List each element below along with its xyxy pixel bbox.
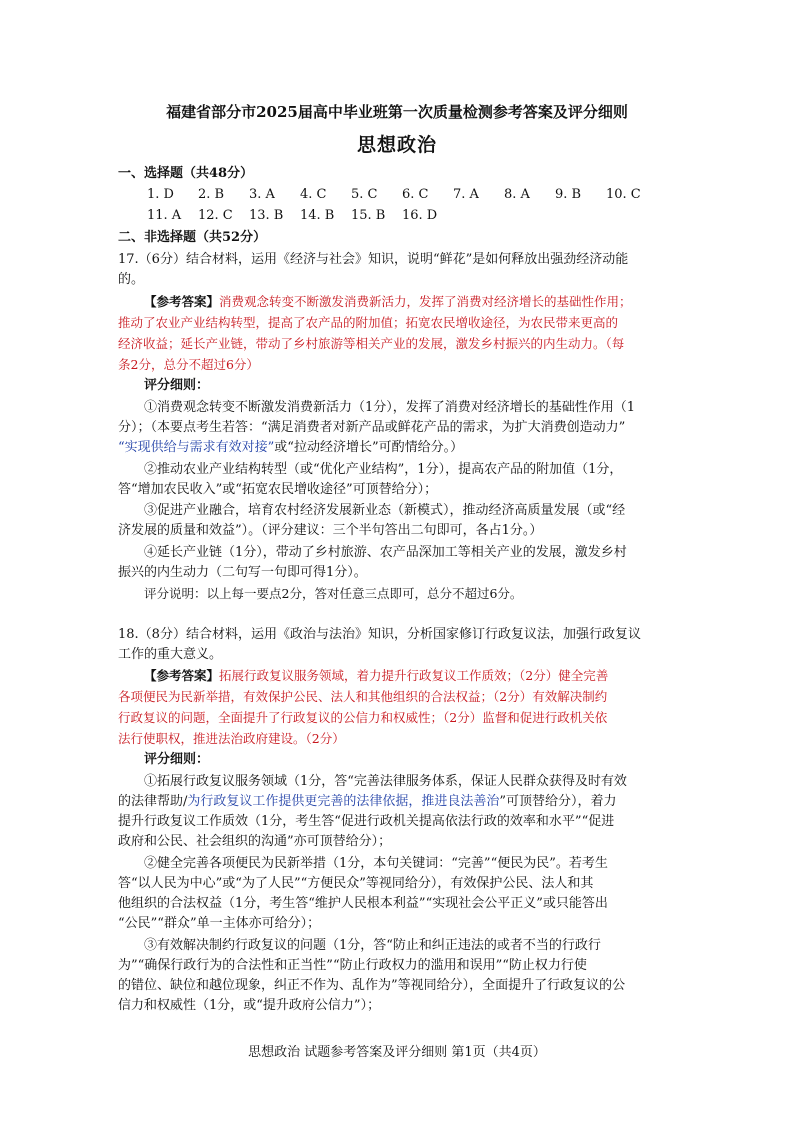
choice-answer: 5. C xyxy=(351,187,378,202)
q18-rubric-item: ②健全完善各项便民为民新举措（1分，本句关键词：“完善”“便民为民”。若考生 xyxy=(144,856,608,871)
q18-rubric-line: 他组织的合法权益（1分，考生答“维护人民根本利益”“实现社会公平正义”或只能答出 xyxy=(118,896,608,911)
choice-answer: 1. D xyxy=(147,187,174,202)
choice-answers-row1 xyxy=(147,187,657,202)
section1-heading: 一、选择题（共48分） xyxy=(118,166,254,181)
q17-answer-line: 推动了农业产业结构转型，提高了农产品的附加值；拓宽农民增收途径，为农民带来更高的 xyxy=(118,315,619,330)
q18-answer-line: 行政复议的问题，全面提升了行政复议的公信力和权威性；（2分）监督和促进行政机关依 xyxy=(118,710,608,725)
q18-answer: 【参考答案】拓展行政复议服务领域，着力提升行政复议工作质效；（2分）健全完善 xyxy=(144,668,609,683)
q17-stem-cont: 的。 xyxy=(118,272,145,287)
q17-answer-line: 经济收益；延长产业链，带动了乡村旅游等相关产业的发展，激发乡村振兴的内生动力。（每 xyxy=(118,336,625,351)
q17-rubric-line: “实现供给与需求有效对接”或“拉动经济增长”可酌情给分。） xyxy=(118,440,464,455)
choice-answer: 11. A xyxy=(147,208,182,223)
choice-answer: 2. B xyxy=(198,187,225,202)
q17-rubric-item: ③促进产业融合，培育农村经济发展新业态（新模式），推动经济高质量发展（或“经 xyxy=(144,503,626,518)
q17-rubric-label: 评分细则： xyxy=(144,378,210,393)
q17-answer-line: 条2分，总分不超过6分） xyxy=(118,357,259,372)
q18-rubric-item: ③有效解决制约行政复议的问题（1分，答“防止和纠正违法的或者不当的行政行 xyxy=(144,938,601,953)
q17-rubric-line: 济发展的质量和效益”）。（评分建议：三个半句答出二句即可，各占1分。） xyxy=(118,523,543,538)
choice-answer: 16. D xyxy=(402,208,438,223)
document-title: 福建省部分市2025届高中毕业班第一次质量检测参考答案及评分细则 xyxy=(166,103,628,121)
q18-rubric-line: 提升行政复议工作质效（1分，考生答“促进行政机关提高依法行政的效率和水平”“促进 xyxy=(118,814,615,829)
q17-answer: 【参考答案】消费观念转变不断激发消费新活力，发挥了消费对经济增长的基础性作用； xyxy=(144,294,632,309)
q17-rubric-line: 分）；（本要点考生若答：“满足消费者对新产品或鲜花产品的需求，为扩大消费创造动力” xyxy=(118,420,626,435)
subject-title: 思想政治 xyxy=(356,134,437,156)
q17-rubric-line: 答“增加农民收入”或“拓宽农民增收途径”可顶替给分）； xyxy=(118,482,438,497)
q17-stem: 17.（6分）结合材料，运用《经济与社会》知识，说明“鲜花”是如何释放出强劲经济动能 xyxy=(118,252,629,267)
q17-scoring-note: 评分说明：以上每一要点2分，答对任意三点即可，总分不超过6分。 xyxy=(144,586,523,601)
q18-rubric-line: 的错位、缺位和越位现象，纠正不作为、乱作为”等视同给分），全面提升了行政复议的公 xyxy=(118,978,626,993)
choice-answer: 7. A xyxy=(453,187,479,202)
choice-answer: 4. C xyxy=(300,187,327,202)
q18-rubric-line: 答“以人民为中心”或“为了人民”“方便民众”等视同给分），有效保护公民、法人和其 xyxy=(118,876,594,891)
choice-answer: 3. A xyxy=(249,187,275,202)
q18-rubric-label: 评分细则： xyxy=(144,752,210,767)
q18-answer-line: 各项便民为民新举措，有效保护公民、法人和其他组织的合法权益；（2分）有效解决制约 xyxy=(118,689,608,704)
choice-answer: 12. C xyxy=(198,208,233,223)
choice-answers-row2 xyxy=(147,208,453,223)
choice-answer: 14. B xyxy=(300,208,335,223)
answer-label: 【参考答案】 xyxy=(144,668,220,683)
choice-answer: 13. B xyxy=(249,208,284,223)
q17-rubric-item: ②推动农业产业结构转型（或“优化产业结构”，1分），提高农产品的附加值（1分， xyxy=(144,462,623,477)
choice-answer: 8. A xyxy=(504,187,530,202)
q18-rubric-line: 政府和公民、社会组织的沟通”亦可顶替给分）； xyxy=(118,834,392,849)
q18-rubric-line: “公民”“群众”单一主体亦可给分）； xyxy=(118,916,321,931)
q17-rubric-item: ①消费观念转变不断激发消费新活力（1分），发挥了消费对经济增长的基础性作用（1 xyxy=(144,400,636,415)
q18-rubric-line: 为”“确保行政行为的合法性和正当性”“防止行政权力的滥用和误用”“防止权力行使 xyxy=(118,958,587,973)
q18-rubric-line: 的法律帮助/为行政复议工作提供更完善的法律依据，推进良法善治”可顶替给分），着力 xyxy=(118,794,617,809)
q18-answer-line: 法行使职权，推进法治政府建设。（2分） xyxy=(118,731,345,746)
q18-stem: 18.（8分）结合材料，运用《政治与法治》知识，分析国家修订行政复议法，加强行政复议 xyxy=(118,627,641,642)
q18-rubric-line: 信力和权威性（1分，或“提升政府公信力”）； xyxy=(118,998,381,1013)
choice-answer: 6. C xyxy=(402,187,429,202)
q17-rubric-item: ④延长产业链（1分），带动了乡村旅游、农产品深加工等相关产业的发展，激发乡村 xyxy=(144,545,627,560)
answer-label: 【参考答案】 xyxy=(144,294,220,309)
page-footer: 思想政治 试题参考答案及评分细则 第1页（共4页） xyxy=(248,1045,546,1060)
q18-rubric-item: ①拓展行政复议服务领域（1分，答“完善法律服务体系，保证人民群众获得及时有效 xyxy=(144,774,627,789)
choice-answer: 15. B xyxy=(351,208,386,223)
q18-stem-cont: 工作的重大意义。 xyxy=(118,647,223,662)
choice-answer: 9. B xyxy=(555,187,582,202)
choice-answer: 10. C xyxy=(606,187,641,202)
section2-heading: 二、非选择题（共52分） xyxy=(118,230,267,245)
q17-rubric-line: 振兴的内生动力（二句写一句即可得1分）。 xyxy=(118,565,367,580)
